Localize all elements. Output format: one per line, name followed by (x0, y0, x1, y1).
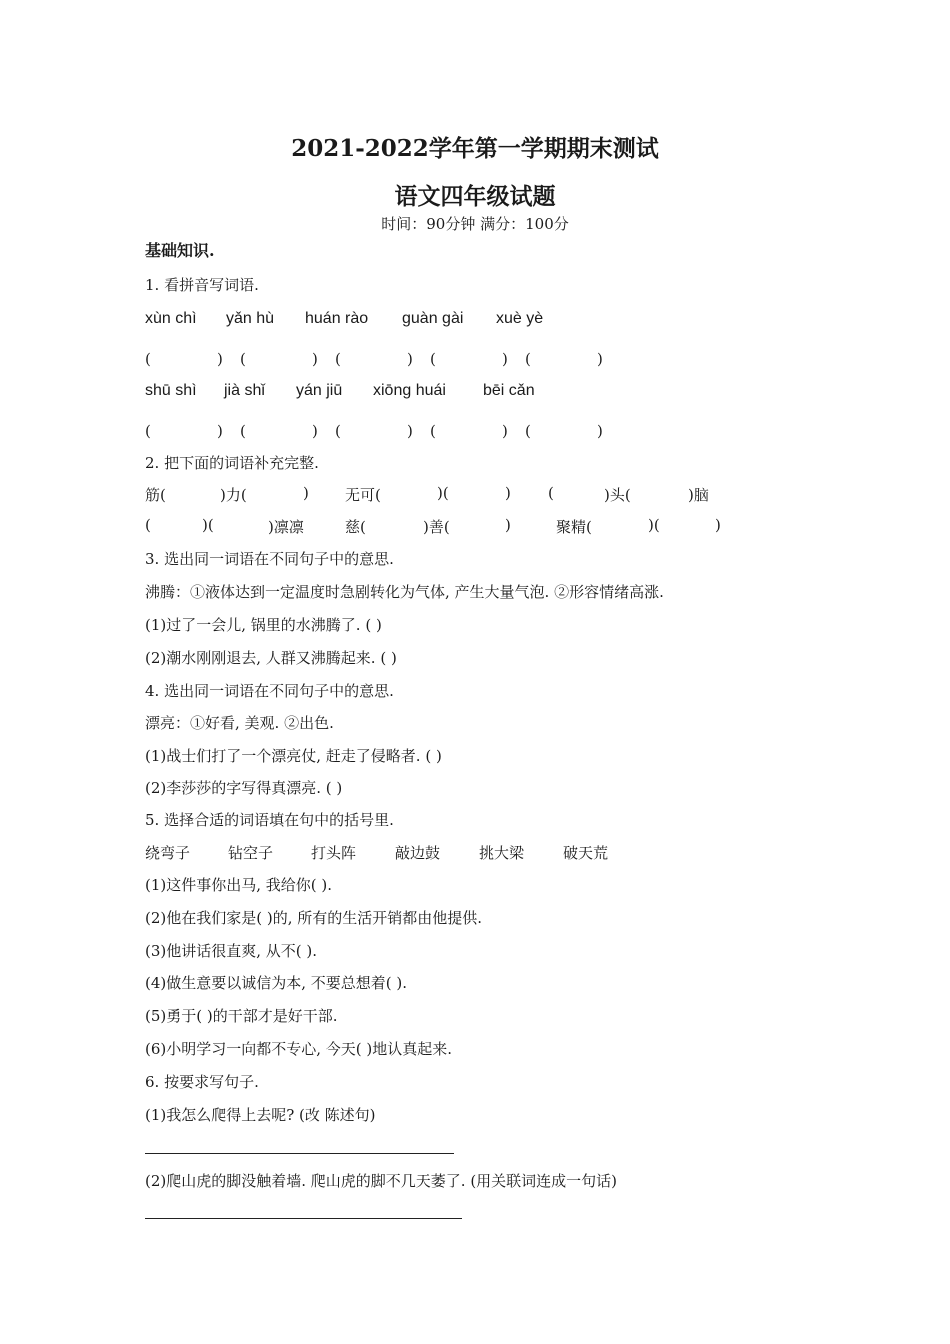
exam-meta: 时间：90分钟 满分：100分 (381, 215, 569, 233)
paren-close: ) (502, 422, 508, 440)
fill-word-part: 慈( (345, 518, 366, 536)
q3-prompt: 3. 选出同一词语在不同句子中的意思. (145, 550, 394, 568)
pinyin: xuè yè (496, 310, 544, 327)
pinyin: jià shǐ (224, 382, 265, 399)
q6-prompt: 6. 按要求写句子. (145, 1073, 259, 1091)
fill-word-part: ) (715, 516, 721, 534)
paren-close: ) (597, 350, 603, 368)
fill-word-part: 聚精( (556, 518, 592, 536)
fill-word-part: ) (505, 484, 511, 502)
fill-word-part: )头( (604, 486, 631, 504)
pinyin: bēi cǎn (483, 382, 535, 399)
q5-sentence-3: (3)他讲话很直爽, 从不( ). (145, 942, 318, 960)
fill-word-part: )( (648, 516, 660, 534)
paren-open: ( (430, 422, 436, 440)
paren-open: ( (430, 350, 436, 368)
section-title: 基础知识. (145, 241, 215, 260)
q5-sentence-4: (4)做生意要以诚信为本, 不要总想着( ). (145, 974, 408, 992)
exam-subtitle: 语文四年级试题 (394, 183, 556, 210)
word-option: 打头阵 (311, 844, 357, 862)
q5-sentence-6: (6)小明学习一向都不专心, 今天( )地认真起来. (145, 1040, 453, 1058)
pinyin: xiōng huái (373, 382, 446, 399)
fill-word-part: ) (505, 516, 511, 534)
fill-word-part: 无可( (345, 486, 381, 504)
pinyin: guàn gài (402, 310, 464, 327)
fill-word-part: )( (202, 516, 214, 534)
pinyin: yǎn hù (226, 310, 275, 327)
q4-definition: 漂亮：①好看, 美观. ②出色. (145, 714, 334, 732)
word-option: 破天荒 (563, 844, 609, 862)
word-option: 绕弯子 (145, 844, 191, 862)
fill-word-part: )脑 (688, 486, 709, 504)
paren-close: ) (407, 350, 413, 368)
pinyin: xùn chì (145, 310, 197, 327)
q6-sentence-1: (1)我怎么爬得上去呢? (改 陈述句) (145, 1106, 376, 1124)
exam-title: 2021-2022学年第一学期期末测试 (291, 135, 659, 162)
paren-open: ( (335, 422, 341, 440)
q5-prompt: 5. 选择合适的词语填在句中的括号里. (145, 811, 394, 829)
word-option: 挑大梁 (479, 844, 525, 862)
q6-sentence-2: (2)爬山虎的脚没触着墙. 爬山虎的脚不几天萎了. (用关联词连成一句话) (145, 1172, 618, 1190)
paren-open: ( (240, 350, 246, 368)
q2-prompt: 2. 把下面的词语补充完整. (145, 454, 319, 472)
q4-sentence-1: (1)战士们打了一个漂亮仗, 赶走了侵略者. ( ) (145, 747, 442, 765)
paren-open: ( (525, 350, 531, 368)
q5-sentence-1: (1)这件事你出马, 我给你( ). (145, 876, 333, 894)
q3-sentence-2: (2)潮水刚刚退去, 人群又沸腾起来. ( ) (145, 649, 397, 667)
fill-word-part: )力( (220, 486, 247, 504)
word-option: 敲边鼓 (395, 844, 441, 862)
paren-close: ) (217, 350, 223, 368)
q5-sentence-2: (2)他在我们家是( )的, 所有的生活开销都由他提供. (145, 909, 483, 927)
paren-close: ) (502, 350, 508, 368)
q3-definition: 沸腾：①液体达到一定温度时急剧转化为气体, 产生大量气泡. ②形容情绪高涨. (145, 583, 664, 601)
paren-open: ( (240, 422, 246, 440)
fill-word-part: )凛凛 (268, 518, 304, 536)
pinyin: huán rào (305, 310, 369, 327)
paren-close: ) (597, 422, 603, 440)
paren-close: ) (217, 422, 223, 440)
q5-sentence-5: (5)勇于( )的干部才是好干部. (145, 1007, 338, 1025)
fill-word-part: )( (437, 484, 449, 502)
paren-close: ) (312, 350, 318, 368)
fill-word-part: ( (548, 484, 554, 502)
word-option: 钻空子 (228, 844, 274, 862)
fill-word-part: 筋( (145, 486, 166, 504)
paren-open: ( (525, 422, 531, 440)
q4-prompt: 4. 选出同一词语在不同句子中的意思. (145, 682, 394, 700)
paren-open: ( (145, 350, 151, 368)
paren-close: ) (407, 422, 413, 440)
q1-prompt: 1. 看拼音写词语. (145, 276, 259, 294)
pinyin: shū shì (145, 382, 197, 399)
fill-word-part: ( (145, 516, 151, 534)
pinyin: yán jiū (296, 382, 343, 399)
answer-line (145, 1218, 462, 1219)
paren-open: ( (145, 422, 151, 440)
fill-word-part: ) (303, 484, 309, 502)
q4-sentence-2: (2)李莎莎的字写得真漂亮. ( ) (145, 779, 343, 797)
q3-sentence-1: (1)过了一会儿, 锅里的水沸腾了. ( ) (145, 616, 382, 634)
paren-close: ) (312, 422, 318, 440)
fill-word-part: )善( (423, 518, 450, 536)
answer-line (145, 1153, 454, 1154)
paren-open: ( (335, 350, 341, 368)
